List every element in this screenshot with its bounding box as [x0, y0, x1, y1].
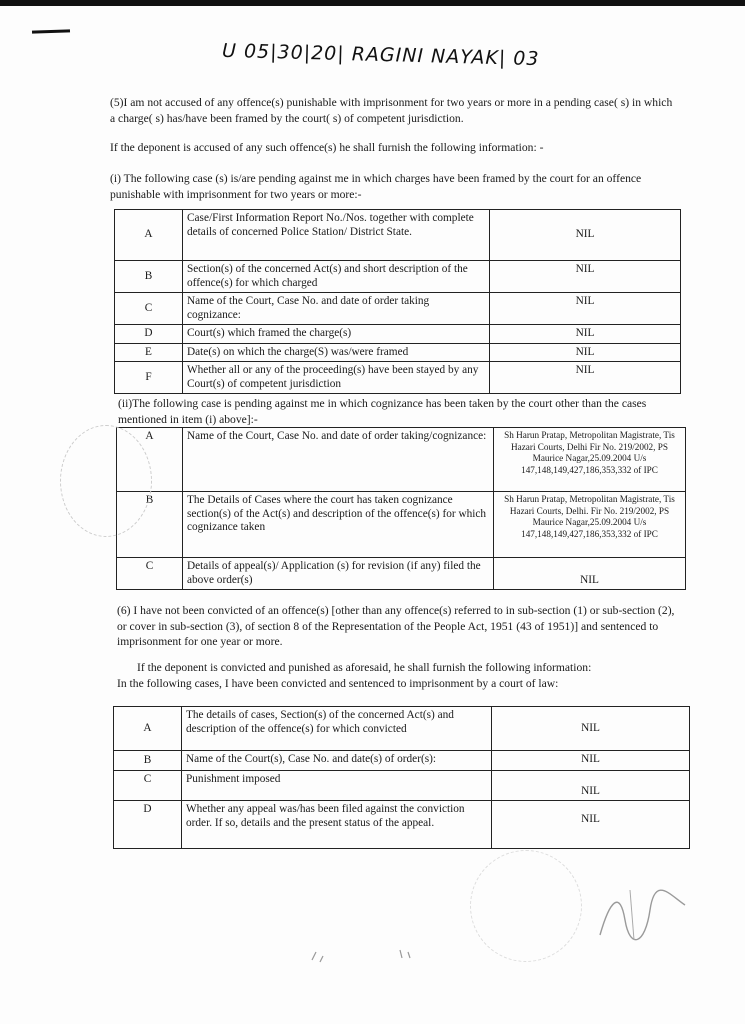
row-description: Court(s) which framed the charge(s): [183, 325, 490, 344]
table-row: [115, 325, 681, 344]
row-description: Name of the Court, Case No. and date of order taking cognizance:: [183, 293, 490, 325]
row-label: B: [117, 492, 183, 558]
table-row: [117, 428, 686, 492]
row-label: B: [115, 261, 183, 293]
row-value: NIL: [490, 362, 681, 394]
para-convicted-info: If the deponent is convicted and punished as aforesaid, he shall furnish the following information:: [137, 661, 592, 674]
row-value: NIL: [490, 293, 681, 325]
table-row: [114, 707, 690, 751]
row-description: The Details of Cases where the court has taken cognizance section(s) of the Act(s) and description of the offence(s) for which cognizance taken: [183, 492, 494, 558]
row-label: D: [114, 801, 182, 849]
signature-mark: [590, 880, 700, 950]
para-5-declaration: (5)I am not accused of any offence(s) punishable with imprisonment for two years or more in a pending case( s) in which a charge( s) has/have been framed by the court( s) of competent jurisdiction.: [110, 96, 673, 125]
row-value: NIL: [490, 261, 681, 293]
row-label: A: [114, 707, 182, 751]
row-label: C: [115, 293, 183, 325]
table-convictions: [113, 706, 690, 849]
row-value: NIL: [492, 801, 690, 849]
table-row: [115, 210, 681, 261]
row-value: NIL: [490, 210, 681, 261]
row-description: Whether any appeal was/has been filed against the conviction order. If so, details and the present status of the appeal.: [182, 801, 492, 849]
table-cognizance: [116, 427, 686, 590]
row-value: NIL: [492, 771, 690, 801]
handwritten-reference: U 05|30|20| RAGINI NAYAK| 03: [221, 39, 540, 71]
row-value: Sh Harun Pratap, Metropolitan Magistrate, Tis Hazari Courts, Delhi. Fir No. 219/2002, PS Maurice Nagar,25.09.2004 U/s 147,148,149,427,186,353,332 of IPC: [494, 492, 686, 558]
faint-ink-marks: [300, 940, 440, 970]
row-label: A: [115, 210, 183, 261]
table-row: [117, 492, 686, 558]
row-description: Date(s) on which the charge(S) was/were framed: [183, 343, 490, 362]
faint-seal-mark: [470, 850, 582, 962]
row-label: B: [114, 751, 182, 771]
row-label: C: [117, 558, 183, 590]
table-row: [117, 558, 686, 590]
row-value: NIL: [492, 707, 690, 751]
para-pending-charged: (i) The following case (s) is/are pending against me in which charges have been framed by the court for an offence punishable with imprisonment for two years or more:-: [110, 172, 642, 201]
top-border: [0, 0, 745, 6]
para-cognizance-taken: (ii)The following case is pending against me in which cognizance has been taken by the court other than the cases mentioned in item (i) above]:-: [118, 397, 647, 426]
row-description: Case/First Information Report No./Nos. together with complete details of concerned Police Station/ District State.: [183, 210, 490, 261]
table-row: [115, 293, 681, 325]
table-row: [114, 771, 690, 801]
row-description: The details of cases, Section(s) of the concerned Act(s) and description of the offence(s) for which convicted: [182, 707, 492, 751]
table-charges-framed: [114, 209, 681, 394]
row-description: Section(s) of the concerned Act(s) and short description of the offence(s) for which charged: [183, 261, 490, 293]
row-value: NIL: [490, 343, 681, 362]
row-label: C: [114, 771, 182, 801]
row-description: Name of the Court, Case No. and date of order taking/cognizance:: [183, 428, 494, 492]
para-6-not-convicted: (6) I have not been convicted of an offence(s) [other than any offence(s) referred to in sub-section (1) or sub-section (2), or cover in sub-section (3), of section 8 of the Representation of the People Act, 1951 (43 of 1951)] and sentenced to imprisonment for one year or more.: [117, 604, 675, 648]
para-deponent-accused: If the deponent is accused of any such offence(s) he shall furnish the following information: -: [110, 141, 544, 154]
row-value: NIL: [492, 751, 690, 771]
row-value: NIL: [494, 558, 686, 590]
table-row: [114, 751, 690, 771]
faint-stamp-mark: [60, 425, 152, 537]
table-row: [115, 343, 681, 362]
para-convicted-cases: In the following cases, I have been convicted and sentenced to imprisonment by a court of law:: [117, 677, 559, 690]
row-description: Name of the Court(s), Case No. and date(s) of order(s):: [182, 751, 492, 771]
table-row: [114, 801, 690, 849]
row-value: Sh Harun Pratap, Metropolitan Magistrate, Tis Hazari Courts, Delhi Fir No. 219/2002, PS Maurice Nagar,25.09.2004 U/s 147,148,149,427,186,353,332 of IPC: [494, 428, 686, 492]
row-label: A: [117, 428, 183, 492]
table-row: [115, 362, 681, 394]
row-label: F: [115, 362, 183, 394]
row-description: Whether all or any of the proceeding(s) have been stayed by any Court(s) of competent jurisdiction: [183, 362, 490, 394]
table-row: [115, 261, 681, 293]
row-value: NIL: [490, 325, 681, 344]
row-label: E: [115, 343, 183, 362]
pen-mark: [32, 29, 70, 33]
row-description: Punishment imposed: [182, 771, 492, 801]
row-description: Details of appeal(s)/ Application (s) for revision (if any) filed the above order(s): [183, 558, 494, 590]
row-label: D: [115, 325, 183, 344]
